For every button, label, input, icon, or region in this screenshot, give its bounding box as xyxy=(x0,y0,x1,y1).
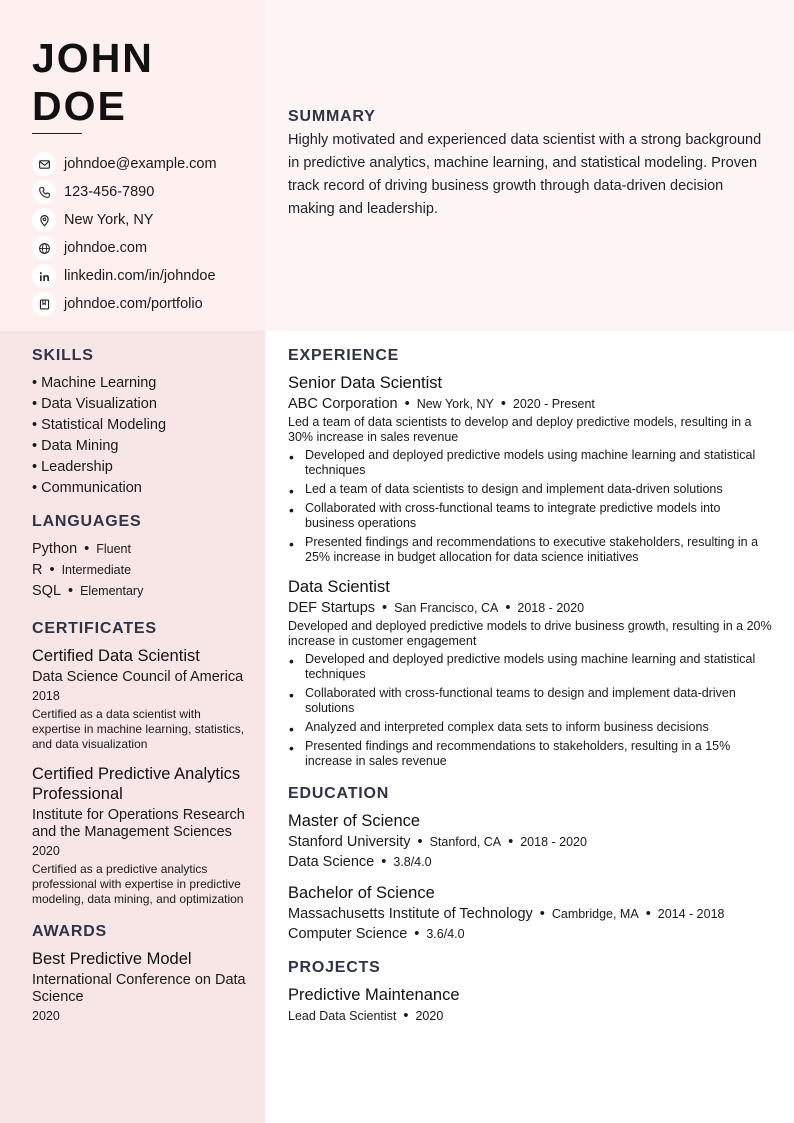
education-field: Computer Science xyxy=(288,926,408,942)
education-gpa: 3.6/4.0 xyxy=(426,927,465,941)
contact-portfolio[interactable] xyxy=(32,290,217,318)
education-section xyxy=(288,785,773,943)
language-name: R xyxy=(32,562,43,578)
job-location: San Francisco, CA xyxy=(394,601,499,615)
certificate-year: 2020 xyxy=(32,844,60,858)
project-meta: Lead Data Scientist • 2020 xyxy=(288,1008,444,1024)
project-entry xyxy=(288,985,773,1025)
job-dates: 2018 - 2020 xyxy=(517,601,585,615)
education-school: Stanford University xyxy=(288,834,411,850)
summary-text: Highly motivated and experienced data scientist with a strong background in predictive analytics, machine learning, and statistical modeling. Proven track record of driving business growth through data-driven decision making and leadership. xyxy=(288,132,762,217)
location-icon xyxy=(32,208,56,232)
languages-heading: LANGUAGES xyxy=(32,513,142,530)
job-location: New York, NY xyxy=(416,397,494,411)
projects-heading: PROJECTS xyxy=(288,959,381,976)
languages-section xyxy=(32,513,247,602)
skill-item: • Data Mining xyxy=(32,438,119,454)
job-highlight: • Developed and deployed predictive models using machine learning and statistical techniques xyxy=(288,448,773,478)
projects-section xyxy=(288,959,773,1025)
education-field: Data Science xyxy=(288,854,375,870)
contact-phone-text: 123-456-7890 xyxy=(64,184,155,200)
contact-location xyxy=(32,206,217,234)
education-field-row: Data Science • 3.8/4.0 xyxy=(288,854,432,870)
skill-item: • Communication xyxy=(32,480,142,496)
contact-linkedin[interactable] xyxy=(32,262,217,290)
project-role: Lead Data Scientist xyxy=(288,1009,397,1023)
education-entry xyxy=(288,811,773,871)
certificate-item xyxy=(32,764,247,907)
education-field-row: Computer Science • 3.6/4.0 xyxy=(288,926,465,942)
certificates-section xyxy=(32,620,247,907)
contact-website[interactable] xyxy=(32,234,217,262)
mail-icon xyxy=(32,152,56,176)
job-summary: Developed and deployed predictive models to drive business growth, resulting in a 20% increase in customer engagement xyxy=(288,619,772,648)
job-meta: DEF Startups • San Francisco, CA • 2018 - 2020 xyxy=(288,600,585,616)
job-dates: 2020 - Present xyxy=(512,397,595,411)
certificate-title: Certified Data Scientist xyxy=(32,647,200,665)
awards-section xyxy=(32,923,247,1023)
contact-list xyxy=(32,150,217,318)
job-highlight: • Analyzed and interpreted complex data sets to inform business decisions xyxy=(288,720,773,735)
education-gpa: 3.8/4.0 xyxy=(393,855,432,869)
education-location: Cambridge, MA xyxy=(551,907,639,921)
summary-heading: SUMMARY xyxy=(288,108,376,125)
education-school: Massachusetts Institute of Technology xyxy=(288,906,533,922)
award-year: 2020 xyxy=(32,1009,60,1023)
award-item xyxy=(32,949,247,1023)
contact-linkedin-text: linkedin.com/in/johndoe xyxy=(64,268,216,284)
education-heading: EDUCATION xyxy=(288,785,390,802)
education-meta: Massachusetts Institute of Technology • Cambridge, MA • 2014 - 2018 xyxy=(288,906,725,922)
job-highlight: • Collaborated with cross-functional teams to integrate predictive models into business operations xyxy=(288,501,773,531)
job-highlight: • Presented findings and recommendations to executive stakeholders, resulting in a 25% increase in budget allocation for data science initiatives xyxy=(288,535,773,565)
job-highlights xyxy=(288,448,773,565)
language-level: Intermediate xyxy=(61,563,132,577)
experience-heading: EXPERIENCE xyxy=(288,347,400,364)
language-level: Fluent xyxy=(96,542,131,556)
main-content xyxy=(288,347,773,1025)
job-entry xyxy=(288,373,773,565)
education-entry xyxy=(288,883,773,943)
education-degree: Master of Science xyxy=(288,812,421,830)
education-dates: 2014 - 2018 xyxy=(657,907,725,921)
job-meta: ABC Corporation • New York, NY • 2020 - Present xyxy=(288,396,595,412)
linkedin-icon xyxy=(32,264,56,288)
education-location: Stanford, CA xyxy=(429,835,502,849)
certificates-heading: CERTIFICATES xyxy=(32,620,157,637)
globe-icon xyxy=(32,236,56,260)
portfolio-icon xyxy=(32,292,56,316)
project-year: 2020 xyxy=(415,1009,444,1023)
language-name: SQL xyxy=(32,583,62,599)
job-highlight: • Developed and deployed predictive models using machine learning and statistical techniques xyxy=(288,652,773,682)
experience-section xyxy=(288,347,773,769)
education-degree: Bachelor of Science xyxy=(288,884,435,902)
summary-section xyxy=(288,108,773,221)
contact-portfolio-text: johndoe.com/portfolio xyxy=(64,296,203,312)
job-company: DEF Startups xyxy=(288,600,376,616)
language-item: Python • Fluent xyxy=(32,541,131,557)
project-name: Predictive Maintenance xyxy=(288,986,460,1004)
job-highlight: • Collaborated with cross-functional teams to design and implement data-driven solutions xyxy=(288,686,773,716)
language-item: SQL • Elementary xyxy=(32,583,144,599)
skill-item: • Leadership xyxy=(32,459,113,475)
skills-heading: SKILLS xyxy=(32,347,94,364)
last-name: DOE xyxy=(32,83,127,129)
name-divider xyxy=(32,133,82,134)
job-summary: Led a team of data scientists to develop and deploy predictive models, resulting in a 30% increase in sales revenue xyxy=(288,415,752,444)
award-issuer: International Conference on Data Science xyxy=(32,972,246,1005)
certificate-description: Certified as a predictive analytics professional with expertise in predictive modeling, data mining, and optimization xyxy=(32,862,244,906)
certificate-item xyxy=(32,646,247,752)
skill-item: • Machine Learning xyxy=(32,375,157,391)
education-meta: Stanford University • Stanford, CA • 2018 - 2020 xyxy=(288,834,587,850)
first-name: JOHN xyxy=(32,35,154,81)
certificate-description: Certified as a data scientist with expertise in machine learning, statistics, and data visualization xyxy=(32,707,245,751)
skill-item: • Statistical Modeling xyxy=(32,417,167,433)
certificate-issuer: Institute for Operations Research and the Management Sciences xyxy=(32,807,245,840)
certificate-title: Certified Predictive Analytics Professional xyxy=(32,765,241,803)
candidate-name xyxy=(32,34,154,130)
language-name: Python xyxy=(32,541,78,557)
phone-icon xyxy=(32,180,56,204)
contact-website-text: johndoe.com xyxy=(64,240,148,256)
certificate-year: 2018 xyxy=(32,689,60,703)
job-title: Senior Data Scientist xyxy=(288,374,443,392)
job-title: Data Scientist xyxy=(288,578,390,596)
certificate-issuer: Data Science Council of America xyxy=(32,669,244,685)
job-company: ABC Corporation xyxy=(288,396,398,412)
skills-section xyxy=(32,347,247,499)
contact-location-text: New York, NY xyxy=(64,212,154,228)
job-highlight: • Led a team of data scientists to design and implement data-driven solutions xyxy=(288,482,773,497)
language-item: R • Intermediate xyxy=(32,562,132,578)
awards-heading: AWARDS xyxy=(32,923,108,940)
language-level: Elementary xyxy=(80,584,144,598)
contact-email[interactable] xyxy=(32,150,217,178)
award-title: Best Predictive Model xyxy=(32,950,192,968)
skill-item: • Data Visualization xyxy=(32,396,157,412)
job-entry xyxy=(288,577,773,769)
contact-email-text: johndoe@example.com xyxy=(64,156,217,172)
job-highlight: • Presented findings and recommendations to stakeholders, resulting in a 15% increase in sales revenue xyxy=(288,739,773,769)
sidebar-content xyxy=(32,347,247,1023)
education-dates: 2018 - 2020 xyxy=(520,835,587,849)
job-highlights xyxy=(288,652,773,769)
contact-phone[interactable] xyxy=(32,178,217,206)
